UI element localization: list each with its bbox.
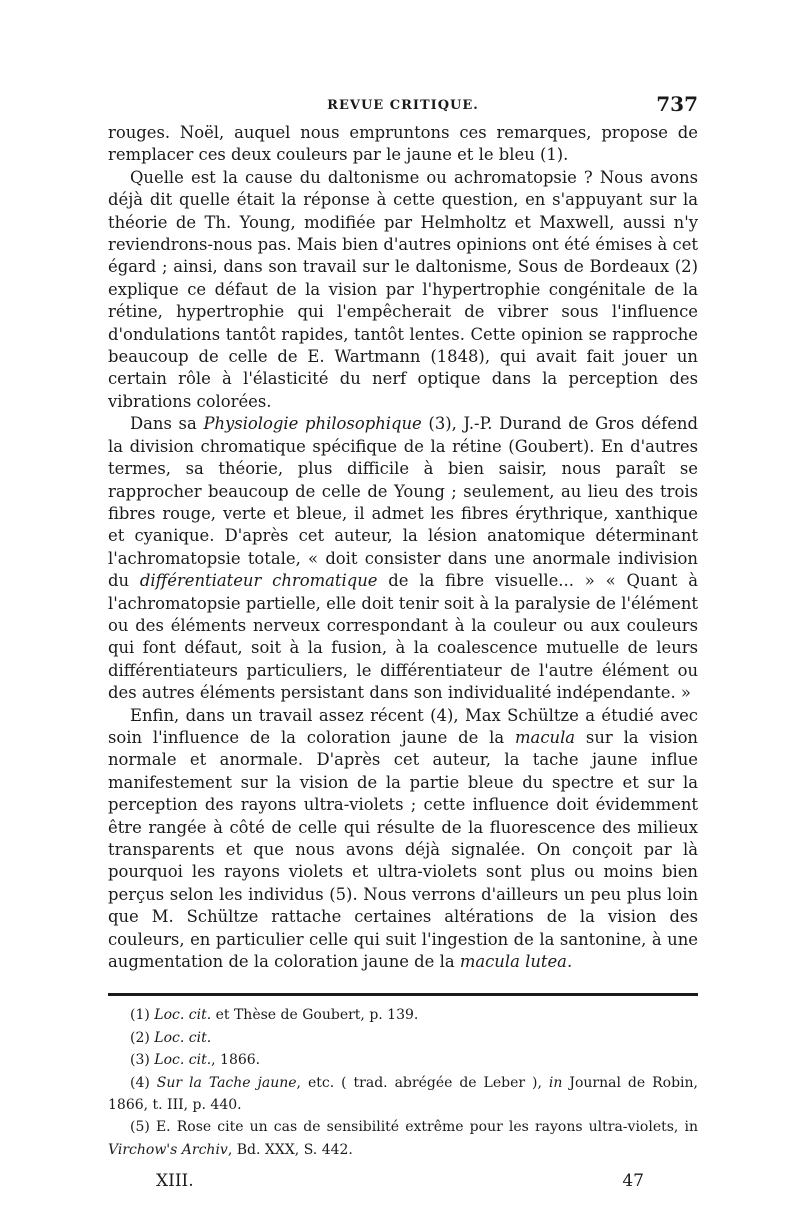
body-text bbox=[108, 122, 698, 973]
sheet-number: 47 bbox=[622, 1171, 644, 1192]
text-run: de la fibre visuelle... » « Quant à l'achromatopsie partielle, elle doit tenir soit à la paralysie de l'élément ou des éléments nerveux correspondant à la couleur ou aux couleurs qui font défaut, soit à la fusion, à la coalescence mutuelle de leurs différentiateurs particuliers, le différentiateur de l'autre élément ou des autres éléments persistant dans son individualité indépendante. » bbox=[108, 571, 698, 703]
footnote bbox=[108, 1049, 698, 1071]
text-run: (5) E. Rose cite un cas de sensibilité extrême pour les rayons ultra-violets, in bbox=[130, 1119, 698, 1136]
text-run: , 1866. bbox=[211, 1052, 261, 1069]
page-footer bbox=[108, 1165, 698, 1195]
text-run: Journal de Robin, 1866, t. III, p. 440. bbox=[108, 1074, 698, 1114]
italic-text: macula lutea. bbox=[459, 952, 573, 972]
footnote bbox=[108, 1072, 698, 1117]
footnote bbox=[108, 1027, 698, 1049]
text-run: (3) bbox=[130, 1052, 155, 1069]
footnotes bbox=[108, 1004, 698, 1161]
italic-text: Loc. cit. bbox=[154, 1052, 212, 1069]
text-run: , Bd. XXX, S. 442. bbox=[227, 1141, 353, 1158]
text-run: (3), J.-P. Durand de Gros défend la division chromatique spécifique de la rétine (Goubert). En d'autres termes, sa théorie, plus difficile à bien saisir, nous paraît se rapprocher beaucoup de celle de Young ; seulement, au lieu des trois fibres rouge, verte et bleue, il admet les fibres érythrique, xanthique et cyanique. D'après cet auteur, la lésion anatomique déterminant l'achromatopsie totale, « doit consister dans une anormale indivision du bbox=[108, 414, 698, 591]
text-run: sur la vision normale et anormale. D'après cet auteur, la tache jaune influe manifestement sur la vision de la partie bleue du spectre et sur la perception des rayons ultra-violets ; cette influence doit évidemment être rangée à côté de celle qui résulte de la fluorescence des milieux transparents et que nous avons déjà signalée. On conçoit par là pourquoi les rayons violets et ultra-violets sont plus ou moins bien perçus selon les individus (5). Nous verrons d'ailleurs un peu plus loin que M. Schültze rattache certaines altérations de la vision des couleurs, en particulier celle qui suit l'ingestion de la santonine, à une augmentation de la coloration jaune de la bbox=[108, 727, 698, 972]
paragraph bbox=[108, 413, 698, 704]
page bbox=[108, 92, 698, 1195]
italic-text: Physiologie philosophique bbox=[203, 414, 422, 434]
italic-text: in bbox=[548, 1074, 563, 1091]
text-run: (2) bbox=[130, 1029, 155, 1046]
running-head: REVUE CRITIQUE. bbox=[327, 98, 479, 113]
text-run: rouges. Noël, auquel nous empruntons ces remarques, propose de remplacer ces deux couleurs par le jaune et le bleu (1). bbox=[108, 123, 698, 165]
italic-text: différentiateur chromatique bbox=[139, 571, 378, 591]
text-run: Enfin, dans un travail assez récent (4), Max Schültze a étudié avec soin l'influence de la coloration jaune de la bbox=[108, 705, 698, 747]
text-run: (1) bbox=[130, 1007, 155, 1024]
text-run: , etc. ( trad. abrégée de Leber ), bbox=[296, 1074, 549, 1091]
italic-text: macula bbox=[515, 727, 576, 747]
paragraph bbox=[108, 167, 698, 413]
italic-text: Sur la Tache jaune bbox=[156, 1074, 297, 1091]
italic-text: Loc. cit. bbox=[154, 1007, 212, 1024]
paragraph bbox=[108, 705, 698, 974]
signature-mark: XIII. bbox=[156, 1171, 194, 1192]
text-run: (4) bbox=[130, 1074, 157, 1091]
footnote-rule bbox=[108, 993, 698, 996]
text-run: Dans sa bbox=[130, 414, 204, 434]
paragraph bbox=[108, 122, 698, 167]
italic-text: Virchow's Archiv bbox=[108, 1141, 228, 1158]
page-header bbox=[108, 92, 698, 122]
footnote bbox=[108, 1004, 698, 1026]
italic-text: Loc. cit. bbox=[154, 1029, 212, 1046]
footnote bbox=[108, 1116, 698, 1161]
page-number: 737 bbox=[656, 92, 698, 116]
text-run: Quelle est la cause du daltonisme ou achromatopsie ? Nous avons déjà dit quelle était la réponse à cette question, en s'appuyant sur la théorie de Th. Young, modifiée par Helmholtz et Maxwell, aussi n'y reviendrons-nous pas. Mais bien d'autres opinions ont été émises à cet égard ; ainsi, dans son travail sur le daltonisme, Sous de Bordeaux (2) explique ce défaut de la vision par l'hypertrophie congénitale de la rétine, hypertrophie qui l'empêcherait de vibrer sous l'influence d'ondulations tantôt rapides, tantôt lentes. Cette opinion se rapproche beaucoup de celle de E. Wartmann (1848), qui avait fait jouer un certain rôle à l'élasticité du nerf optique dans la perception des vibrations colorées. bbox=[108, 167, 698, 411]
text-run: et Thèse de Goubert, p. 139. bbox=[211, 1007, 419, 1024]
